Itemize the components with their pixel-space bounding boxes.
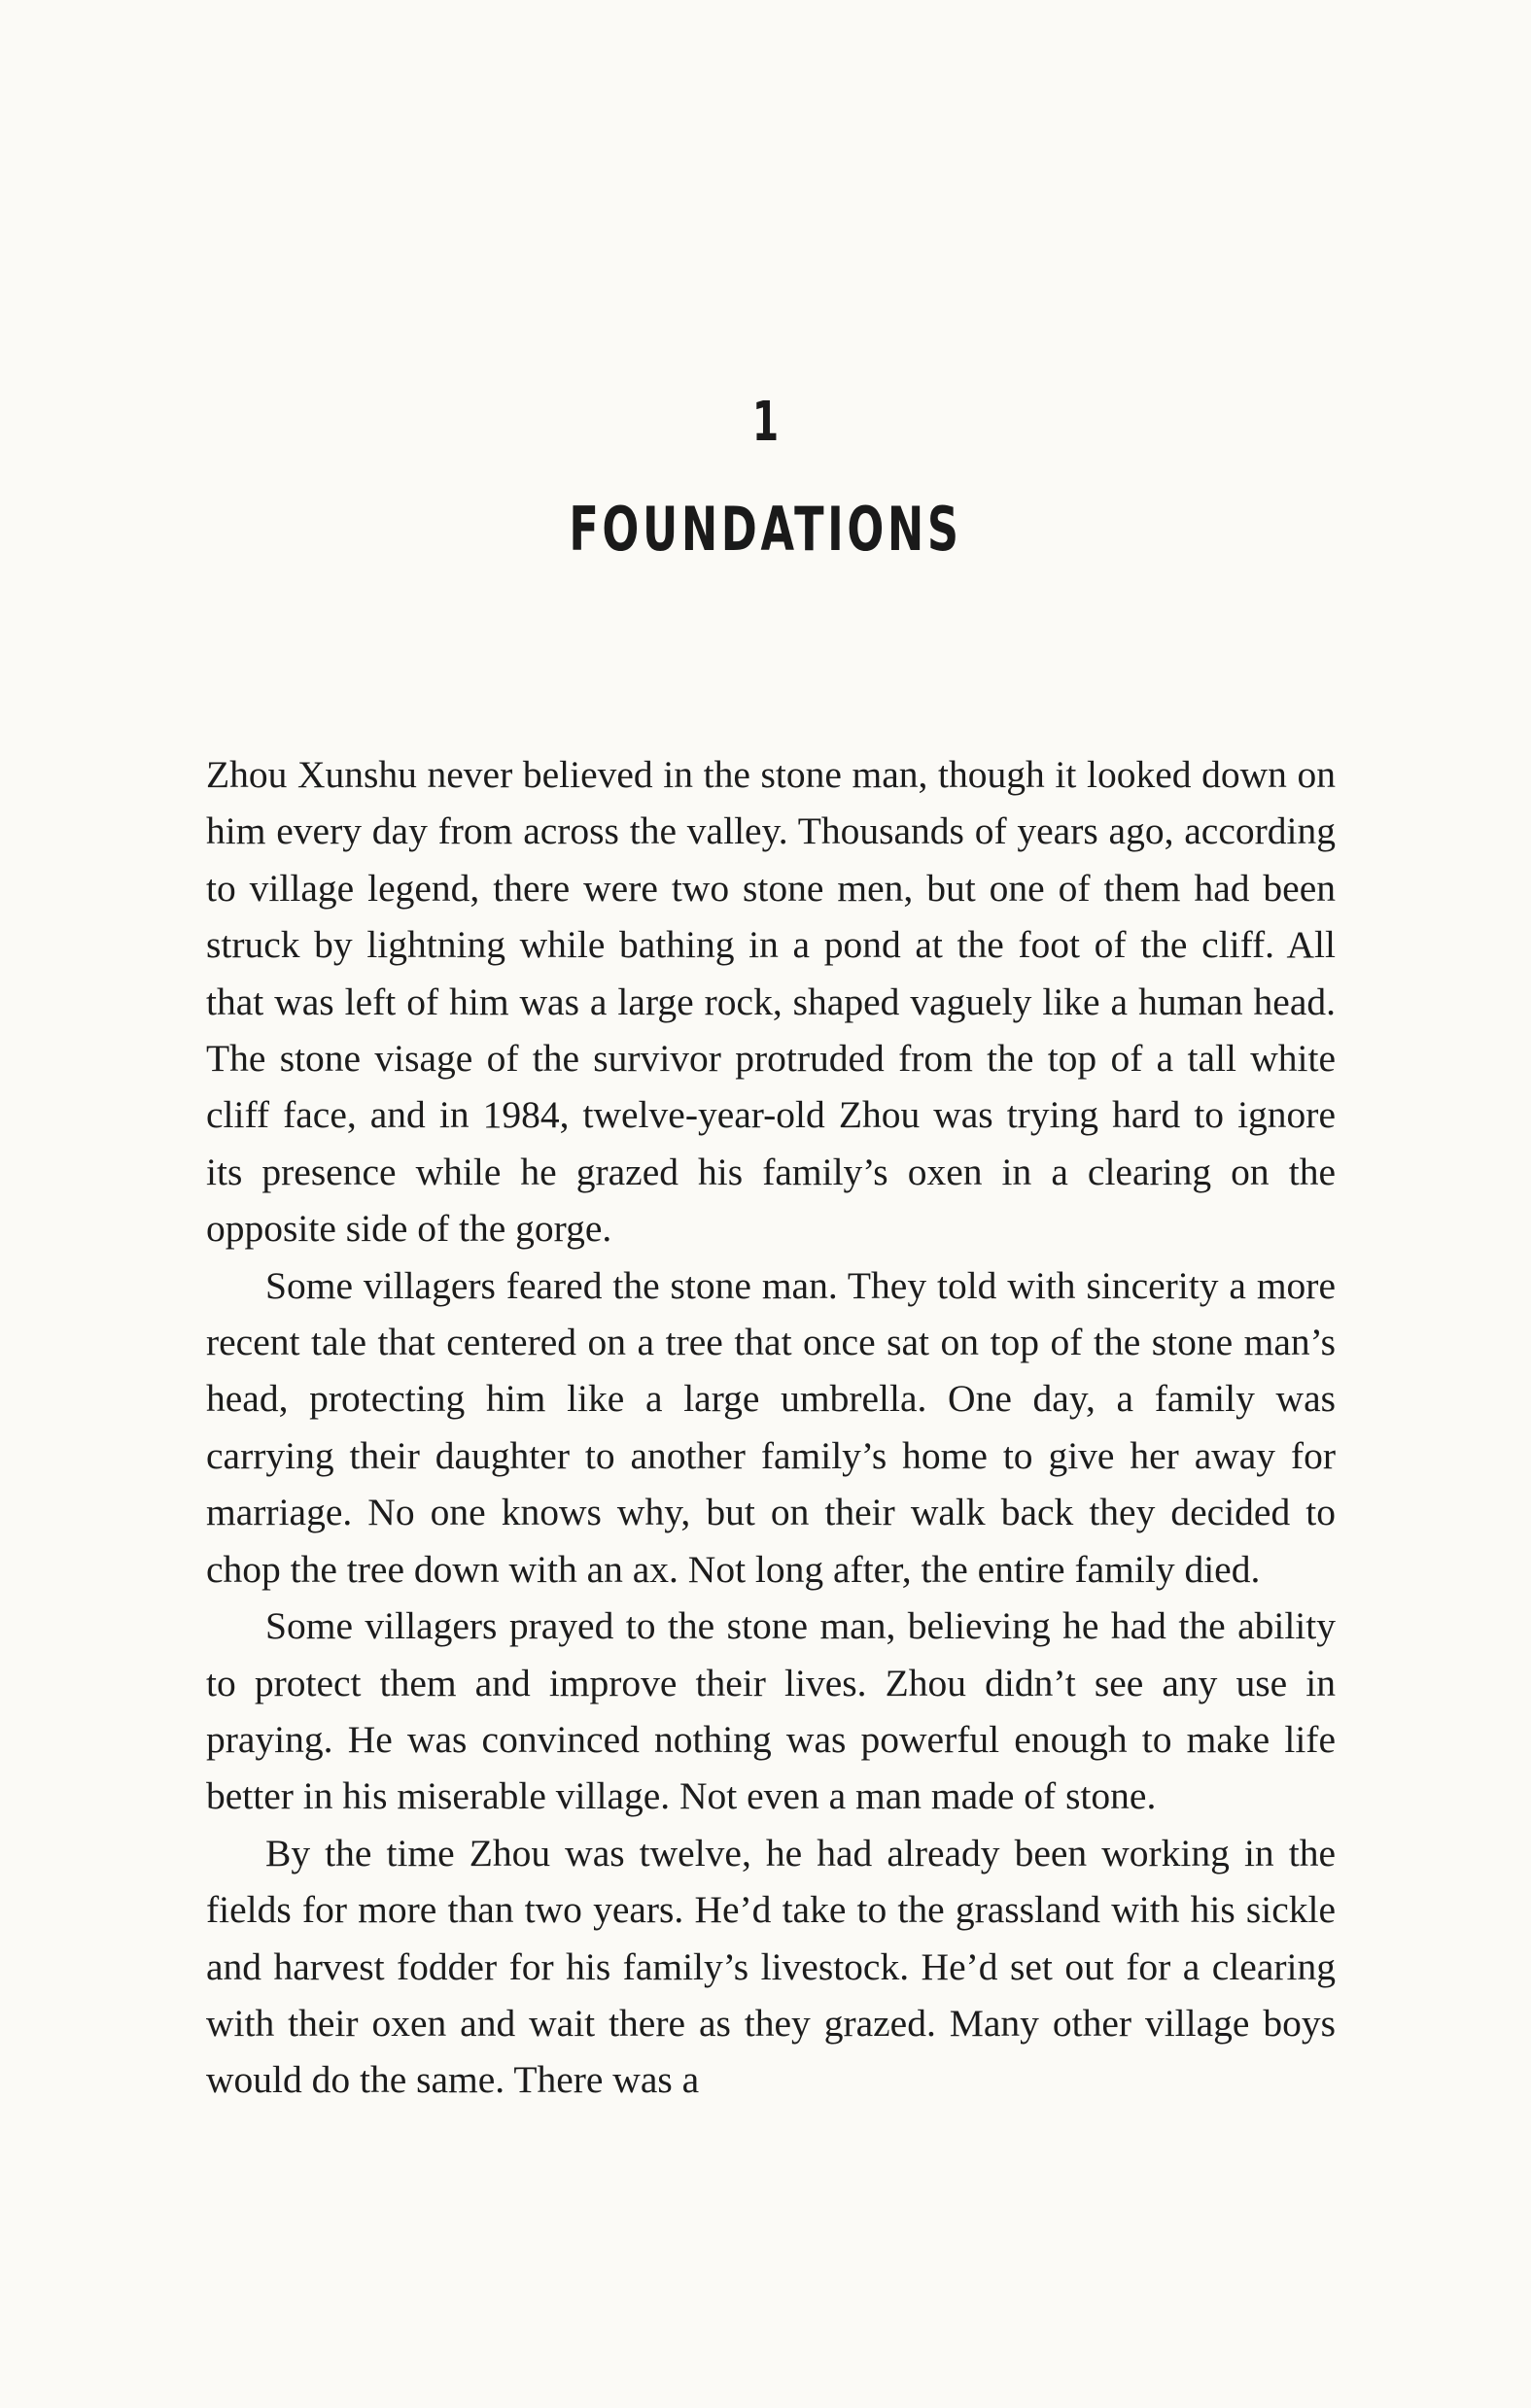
chapter-title: FOUNDATIONS: [569, 494, 962, 565]
paragraph: Zhou Xunshu never believed in the stone man, though it looked down on him every day from across the valley. Thousands of years ago, according to village legend, there were two stone men, but one of them had been struck by lightning while bathing in a pond at the foot of the cliff. All that was left of him was a large rock, shaped vaguely like a human head. The stone visage of the survivor protruded from the top of a tall white cliff face, and in 1984, twelve-year-old Zhou was trying hard to ignore its presence while he grazed his family’s oxen in a clearing on the opposite side of the gorge.: [206, 753, 1336, 1251]
paragraph: By the time Zhou was twelve, he had already been working in the fields for more than two years. He’d take to the grassland with his sickle and harvest fodder for his family’s livestock. He’d set out for a clearing with their oxen and wait there as they grazed. Many other village boys would do the same. There was a: [206, 1831, 1336, 2102]
paragraph: Some villagers feared the stone man. They told with sincerity a more recent tale that centered on a tree that once sat on top of the stone man’s head, protecting him like a large umbrella. One day, a family was carrying their daughter to another family’s home to give her away for marriage. No one knows why, but on their walk back they decided to chop the tree down with an ax. Not long after, the entire family died.: [206, 1263, 1336, 1591]
chapter-body: [206, 746, 1336, 2109]
paragraph: Some villagers prayed to the stone man, believing he had the ability to protect them and improve their lives. Zhou didn’t see any use in praying. He was convinced nothing was powerful enough to make life better in his miserable village. Not even a man made of stone.: [206, 1604, 1336, 1818]
chapter-number: 1: [751, 391, 780, 454]
